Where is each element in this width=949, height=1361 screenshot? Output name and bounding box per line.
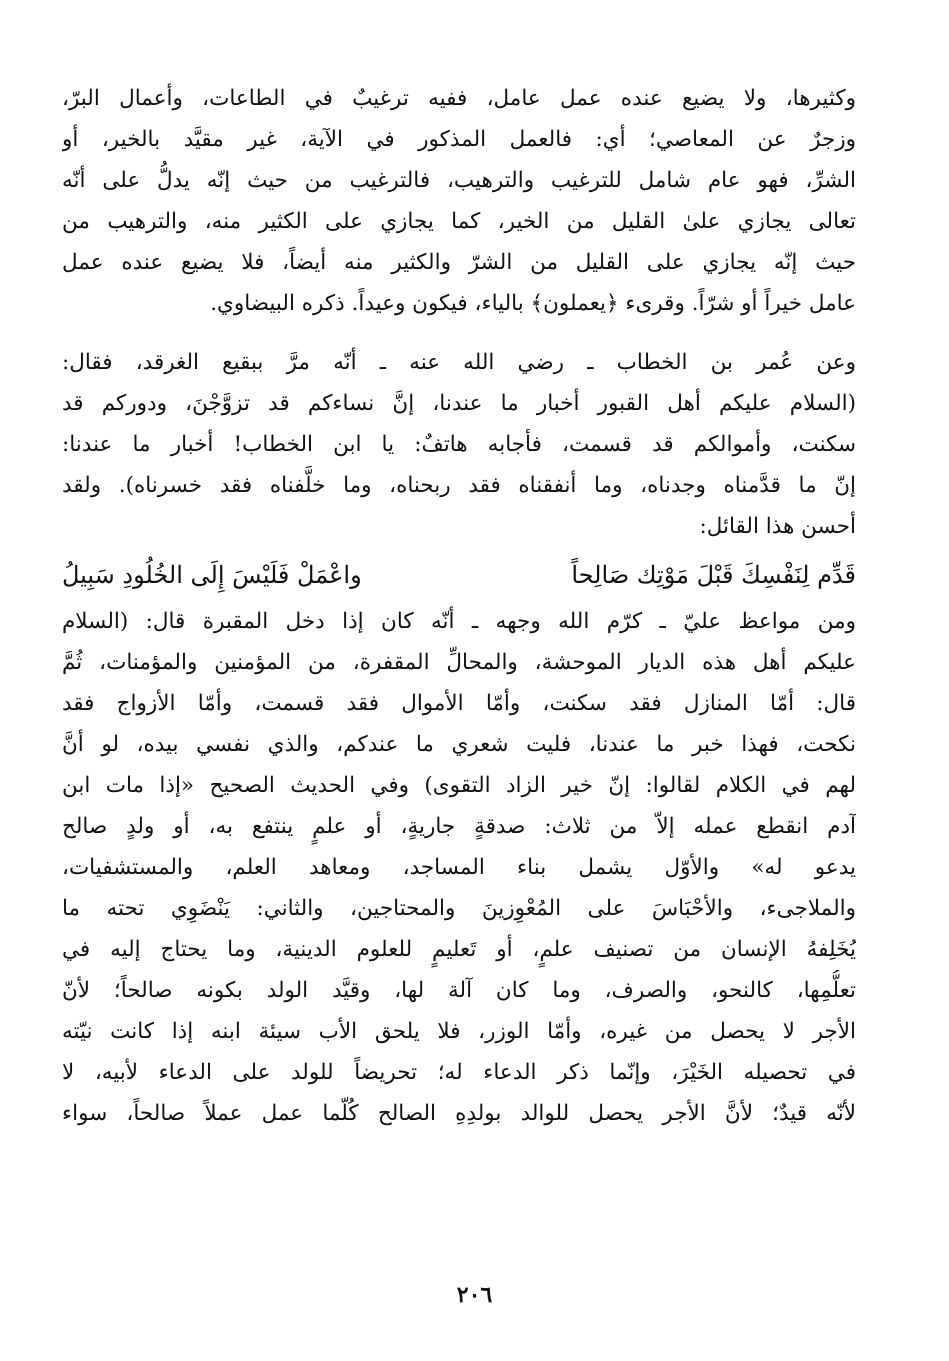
text-line: الشرِّ، فهو عام شامل للترغيب والترهيب، فالترغيب من حيث إنّه يدلُّ على أنّه: [62, 168, 856, 193]
text-line: آدم انقطع عمله إلاّ من ثلاث: صدقةٍ جاريةٍ، أو علمٍ ينتفع به، أو ولدٍ صالح: [62, 814, 856, 839]
verse-first-hemistich: قَدِّم لِنَفْسِكَ قَبْلَ مَوْتِك صَالِحاً: [571, 561, 856, 589]
verse-second-hemistich: واعْمَلْ فَلَيْسَ إِلَى الخُلُودِ سَبِيلُ: [62, 561, 362, 589]
text-line: أحسن هذا القائل:: [699, 514, 856, 539]
text-line: لهم في الكلام لقالوا: إنّ خير الزاد التقوى) وفي الحديث الصحيح «إذا مات ابن: [62, 773, 856, 798]
text-line: قال: أمّا المنازل فقد سكنت، وأمّا الأموال فقد قسمت، وأمّا الأزواج فقد: [62, 691, 856, 716]
text-line: عليكم أهل هذه الديار الموحشة، والمحالِّ المقفرة، من المؤمنين والمؤمنات، ثُمَّ: [62, 650, 856, 675]
page-number: ٢٠٦: [456, 1282, 493, 1308]
text-line: ومن مواعظ عليّ ـ كرّم الله وجهه ـ أنّه كان إذا دخل المقبرة قال: (السلام: [62, 609, 856, 634]
paragraph-3: [62, 601, 856, 1134]
text-line: يُخَلِفهُ الإنسان من تصنيف علمٍ، أو تَعليمٍ للعلوم الدينية، وما يحتاج إليه في: [62, 937, 856, 962]
text-line: نكحت، فهذا خبر ما عندنا، فليت شعري ما عندكم، والذي نفسي بيده، لو أنَّ: [62, 732, 856, 757]
text-line: وعن عُمر بن الخطاب ـ رضي الله عنه ـ أنّه مرَّ ببقيع الغرقد، فقال:: [62, 350, 856, 375]
paragraph-spacer: [62, 324, 856, 342]
text-line: حيث إنّه يجازي على القليل من الشرّ والكثير منه أيضاً، فلا يضيع عنده عمل: [62, 250, 856, 275]
text-line: وزجرٌ عن المعاصي؛ أي: فالعمل المذكور في الآية، غير مقيَّد بالخير، أو: [62, 127, 856, 152]
text-line: إنّ ما قدَّمناه وجدناه، وما أنفقناه فقد ربحناه، وما خلَّفناه فقد خسرناه). ولقد: [62, 473, 856, 498]
paragraph-2: [62, 342, 856, 547]
text-line: لأنّه قيدٌ؛ لأنَّ الأجر يحصل للوالد بولدِهِ الصالح كُلّما عمل عملاً صالحاً، سواء: [62, 1101, 856, 1126]
page-body: [62, 78, 856, 1134]
paragraph-1: [62, 78, 856, 324]
text-line: وكثيرها، ولا يضيع عنده عمل عامل، ففيه ترغيبٌ في الطاعات، وأعمال البرّ،: [62, 86, 856, 111]
text-line: في تحصيله الخَيْرَ، وإنّما ذكر الدعاء له؛ تحريضاً للولد على الدعاء لأبيه، لا: [62, 1060, 856, 1085]
text-line: والملاجىء، والأحْبَاسَ على المُعْوِزينَ والمحتاجين، والثاني: يَنْضَوِي تحته ما: [62, 896, 856, 921]
text-line: عامل خيراً أو شرّاً. وقرىء ﴿يعملون﴾ بالياء، فيكون وعيداً. ذكره البيضاوي.: [210, 291, 856, 316]
text-line: تعلُّمِها، كالنحو، والصرف، وما كان آلة لها، وقيَّد الولد بكونه صالحاً؛ لأنّ: [62, 978, 856, 1003]
text-line: الأجر لا يحصل من غيره، وأمّا الوزر، فلا يلحق الأب سيئة ابنه إذا كانت نيّته: [62, 1019, 856, 1044]
text-line: (السلام عليكم أهل القبور أخبار ما عندنا، إنَّ نساءكم قد تزوَّجْنَ، ودوركم قد: [62, 391, 856, 416]
text-line: تعالى يجازي علىٰ القليل من الخير، كما يجازي على الكثير منه، والترهيب من: [62, 209, 856, 234]
text-line: سكنت، وأموالكم قد قسمت، فأجابه هاتفٌ: يا ابن الخطاب! أخبار ما عندنا:: [62, 432, 856, 457]
poetry-verse: [62, 553, 856, 597]
text-line: يدعو له» والأوّل يشمل بناء المساجد، ومعاهد العلم، والمستشفيات،: [62, 855, 856, 880]
